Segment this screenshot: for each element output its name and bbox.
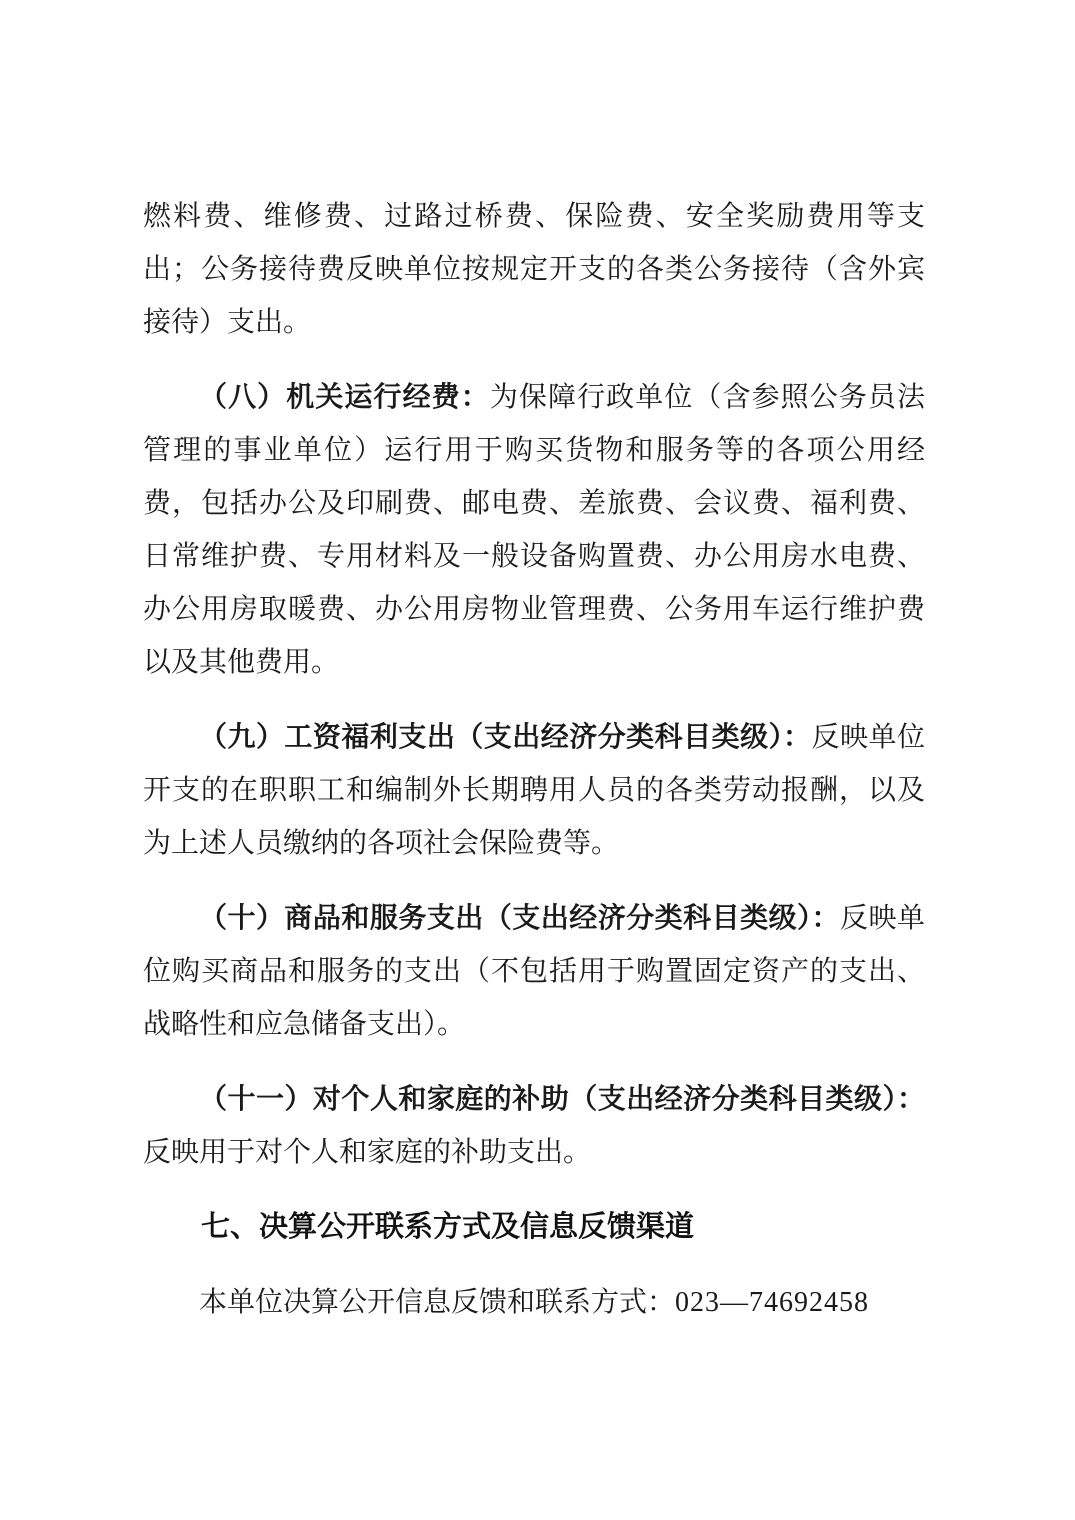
contact-phone-number: 023—74692458	[675, 1287, 870, 1318]
paragraph-item-8	[143, 371, 925, 689]
paragraph-continuation: 燃料费、维修费、过路过桥费、保险费、安全奖励费用等支出；公务接待费反映单位按规定开支的各类公务接待（含外宾接待）支出。	[143, 201, 925, 338]
paragraph-contact	[143, 1276, 925, 1329]
item-8-body: 为保障行政单位（含参照公务员法管理的事业单位）运行用于购买货物和服务等的各项公用经费，包括办公及印刷费、邮电费、差旅费、会议费、福利费、日常维护费、专用材料及一般设备购置费、办公用房水电费、办公用房取暖费、办公用房物业管理费、公务用车运行维护费以及其他费用。	[143, 382, 925, 678]
section-7-heading: 七、决算公开联系方式及信息反馈渠道	[201, 1211, 695, 1243]
item-11-lead: （十一）对个人和家庭的补助（支出经济分类科目类级）：	[199, 1084, 925, 1115]
item-9-body: 反映单位开支的在职职工和编制外长期聘用人员的各类劳动报酬，以及为上述人员缴纳的各项社会保险费等。	[143, 722, 925, 859]
paragraph-item-11	[143, 1073, 925, 1179]
item-10-lead: （十）商品和服务支出（支出经济分类科目类级）：	[199, 903, 841, 934]
item-8-lead: （八）机关运行经费：	[199, 382, 490, 413]
paragraph-item-10	[143, 892, 925, 1051]
item-10-body: 反映单位购买商品和服务的支出（不包括用于购置固定资产的支出、战略性和应急储备支出）。	[143, 903, 925, 1040]
paragraph-item-9	[143, 711, 925, 870]
item-11-body: 反映用于对个人和家庭的补助支出。	[143, 1137, 592, 1168]
contact-label: 本单位决算公开信息反馈和联系方式：	[199, 1287, 676, 1318]
item-9-lead: （九）工资福利支出（支出经济分类科目类级）：	[199, 722, 812, 753]
